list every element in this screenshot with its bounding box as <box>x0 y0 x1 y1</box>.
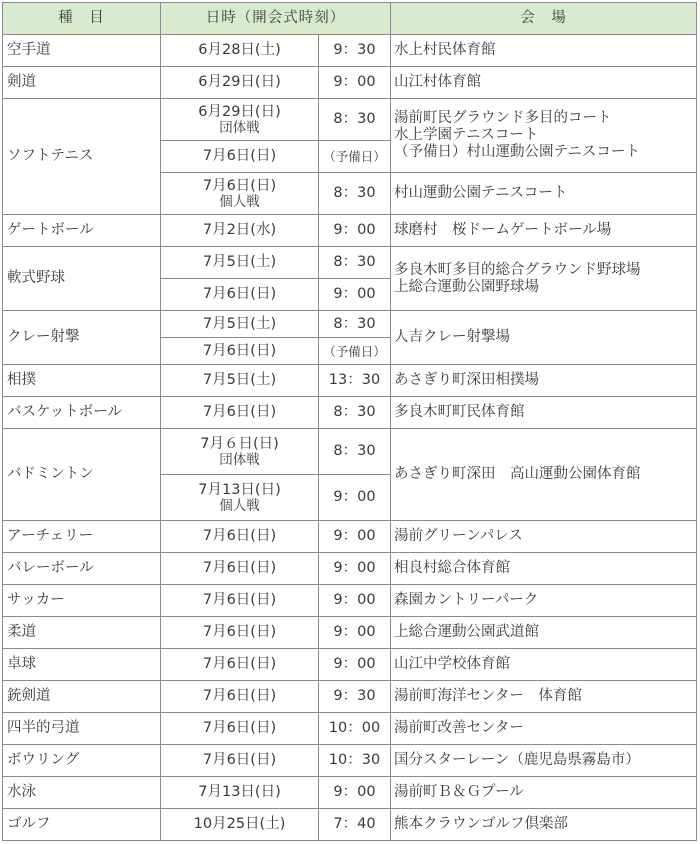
event-date: 7月2日(水) <box>161 215 319 247</box>
sport-name: サッカー <box>3 585 161 617</box>
opening-time: 8：30 <box>319 429 391 475</box>
venue <box>391 99 697 173</box>
opening-time: （予備日） <box>319 141 391 173</box>
venue: 上総合運動公園武道館 <box>391 617 697 649</box>
opening-time: 7：40 <box>319 809 391 841</box>
header-row <box>3 3 697 35</box>
event-date: 7月6日(日) <box>161 745 319 777</box>
sport-name: 卓球 <box>3 649 161 681</box>
event-format: 団体戦 <box>219 451 260 468</box>
event-date-main: 7月6日(日) <box>202 177 277 194</box>
event-date: 10月25日(土) <box>161 809 319 841</box>
opening-time: 8：30 <box>319 247 391 279</box>
event-date-main: 7月13日(日) <box>198 481 281 498</box>
table-row <box>3 553 697 585</box>
venue: 人吉クレー射撃場 <box>391 311 697 365</box>
venue-line: 湯前町民グラウンド多目的コート <box>394 110 612 126</box>
opening-time: 9：00 <box>319 475 391 521</box>
sport-name: ソフトテニス <box>3 99 161 215</box>
venue-line: 多良木町多目的総合グラウンド野球場 <box>394 261 641 278</box>
opening-time: 9：30 <box>319 35 391 67</box>
venue: 森園カントリーパーク <box>391 585 697 617</box>
sport-name: 四半的弓道 <box>3 713 161 745</box>
sport-name: バドミントン <box>3 429 161 521</box>
table-row <box>3 35 697 67</box>
sport-name: アーチェリー <box>3 521 161 553</box>
venue: 湯前町海洋センター 体育館 <box>391 681 697 713</box>
opening-time: 9：30 <box>319 681 391 713</box>
opening-time: 9：00 <box>319 617 391 649</box>
sport-name: 柔道 <box>3 617 161 649</box>
table-row <box>3 617 697 649</box>
sport-name: 軟式野球 <box>3 247 161 311</box>
table-row <box>3 311 697 338</box>
event-date: 7月6日(日) <box>161 681 319 713</box>
table-row <box>3 397 697 429</box>
sport-name: 相撲 <box>3 365 161 397</box>
venue-line: 水上学園テニスコート <box>394 127 539 143</box>
sport-name: 水泳 <box>3 777 161 809</box>
table-row <box>3 521 697 553</box>
opening-time: 9：00 <box>319 521 391 553</box>
event-date-main: 7月６日(日) <box>200 435 279 452</box>
opening-time: 8：30 <box>319 173 391 215</box>
venue-line: 上総合運動公園野球場 <box>394 278 539 295</box>
table-row <box>3 67 697 99</box>
event-date: 7月6日(日) <box>161 279 319 311</box>
opening-time: 9：00 <box>319 777 391 809</box>
venue: 球磨村 桜ドームゲートボール場 <box>391 215 697 247</box>
sport-name: 剣道 <box>3 67 161 99</box>
venue <box>391 247 697 311</box>
table-row <box>3 429 697 475</box>
sport-name: クレー射撃 <box>3 311 161 365</box>
event-date: 7月6日(日) <box>161 338 319 365</box>
venue: 湯前グリーンパレス <box>391 521 697 553</box>
venue: 山江村体育館 <box>391 67 697 99</box>
venue: 多良木町町民体育館 <box>391 397 697 429</box>
opening-time: 9：00 <box>319 279 391 311</box>
event-format: 個人戦 <box>219 497 260 514</box>
table-row <box>3 713 697 745</box>
sport-name: バスケットボール <box>3 397 161 429</box>
table-row <box>3 681 697 713</box>
table-row <box>3 215 697 247</box>
venue: 山江中学校体育館 <box>391 649 697 681</box>
event-date <box>161 99 319 141</box>
opening-time: 8：30 <box>319 397 391 429</box>
venue-line: （予備日）村山運動公園テニスコート <box>394 144 640 160</box>
event-date: 7月6日(日) <box>161 649 319 681</box>
event-date: 7月6日(日) <box>161 617 319 649</box>
header-datetime: 日時（開会式時刻） <box>161 3 391 35</box>
opening-time: 8：30 <box>319 311 391 338</box>
venue: あさぎり町深田 高山運動公園体育館 <box>391 429 697 521</box>
event-date: 7月5日(土) <box>161 247 319 279</box>
header-sport: 種 目 <box>3 3 161 35</box>
event-date: 7月6日(日) <box>161 713 319 745</box>
table-row <box>3 745 697 777</box>
event-format: 個人戦 <box>219 193 260 210</box>
sport-name: ゴルフ <box>3 809 161 841</box>
event-date <box>161 429 319 475</box>
event-date: 6月29日(日) <box>161 67 319 99</box>
event-date <box>161 173 319 215</box>
sport-name: ゲートボール <box>3 215 161 247</box>
sport-name: ボウリング <box>3 745 161 777</box>
table-row <box>3 365 697 397</box>
event-date <box>161 475 319 521</box>
opening-time: 10：00 <box>319 713 391 745</box>
opening-time: 9：00 <box>319 215 391 247</box>
sport-name: バレーボール <box>3 553 161 585</box>
opening-time: 13：30 <box>319 365 391 397</box>
event-schedule-table <box>2 2 697 841</box>
event-date: 7月6日(日) <box>161 553 319 585</box>
event-date: 7月6日(日) <box>161 141 319 173</box>
opening-time: 9：00 <box>319 553 391 585</box>
venue: あさぎり町深田相撲場 <box>391 365 697 397</box>
table-row <box>3 247 697 279</box>
event-date: 6月28日(土) <box>161 35 319 67</box>
table-row <box>3 99 697 141</box>
event-date: 7月6日(日) <box>161 521 319 553</box>
venue: 熊本クラウンゴルフ倶楽部 <box>391 809 697 841</box>
event-date: 7月13日(日) <box>161 777 319 809</box>
venue: 湯前町改善センター <box>391 713 697 745</box>
venue: 村山運動公園テニスコート <box>391 173 697 215</box>
event-date-main: 6月29日(日) <box>198 103 281 120</box>
table-row <box>3 585 697 617</box>
venue: 国分スターレーン（鹿児島県霧島市） <box>391 745 697 777</box>
event-date: 7月5日(土) <box>161 311 319 338</box>
event-format: 団体戦 <box>219 119 260 136</box>
event-date: 7月5日(土) <box>161 365 319 397</box>
opening-time: （予備日） <box>319 338 391 365</box>
venue: 水上村民体育館 <box>391 35 697 67</box>
venue: 湯前町Ｂ＆Ｇプール <box>391 777 697 809</box>
event-date: 7月6日(日) <box>161 397 319 429</box>
table-row <box>3 777 697 809</box>
opening-time: 8：30 <box>319 99 391 141</box>
opening-time: 10：30 <box>319 745 391 777</box>
opening-time: 9：00 <box>319 585 391 617</box>
table-row <box>3 649 697 681</box>
sport-name: 銃剣道 <box>3 681 161 713</box>
header-venue: 会 場 <box>391 3 697 35</box>
opening-time: 9：00 <box>319 649 391 681</box>
table-row <box>3 809 697 841</box>
venue: 相良村総合体育館 <box>391 553 697 585</box>
event-date: 7月6日(日) <box>161 585 319 617</box>
opening-time: 9：00 <box>319 67 391 99</box>
sport-name: 空手道 <box>3 35 161 67</box>
